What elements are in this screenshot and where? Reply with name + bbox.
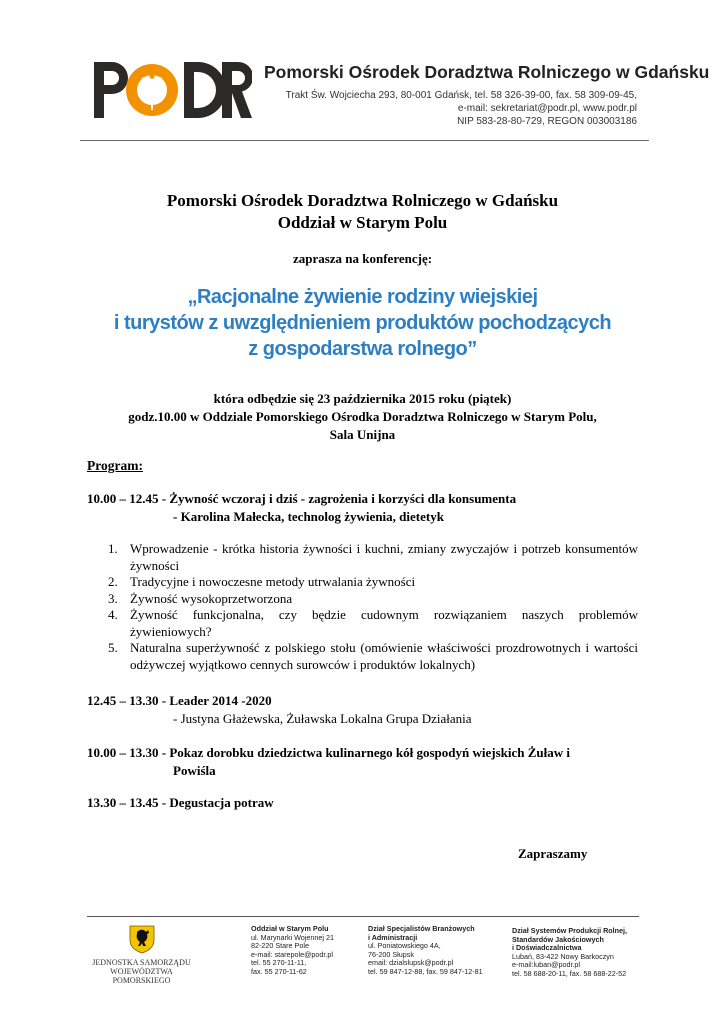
- slot-2-title: 12.45 – 13.30 - Leader 2014 -2020: [87, 693, 272, 708]
- list-item-text: Tradycyjne i nowoczesne metody utrwalania żywności: [130, 574, 416, 589]
- footer-col-1-line: tel. 55 270-11-11,: [251, 958, 307, 968]
- letterhead: [0, 0, 725, 142]
- footer-col-2-title: i Administracji: [368, 932, 418, 942]
- list-item-number: 5.: [108, 640, 118, 655]
- list-item: [108, 541, 638, 574]
- footer-col-1-line: ul. Marynarki Wojennej 21: [251, 932, 334, 942]
- title-line-2: Oddział w Starym Polu: [277, 213, 448, 232]
- title-line-1: Pomorski Ośrodek Doradztwa Rolniczego w Gdańsku: [166, 191, 559, 210]
- footer-col-2-line: 76-200 Słupsk: [368, 949, 414, 959]
- footer-col-1-line: e-mail: starepole@podr.pl: [251, 949, 334, 959]
- footer-col-3-title: i Doświadczalnictwa: [512, 943, 582, 953]
- program-label: Program:: [87, 458, 143, 473]
- footer-divider: [87, 916, 639, 917]
- conference-title-line-2: i turystów z uwzględnieniem produktów pochodzących: [113, 312, 612, 334]
- program-slot-4: 13.30 – 13.45 - Degustacja potraw: [87, 795, 274, 810]
- griffin-emblem-graphic: [128, 924, 156, 954]
- list-item: [108, 574, 638, 591]
- event-details: [0, 390, 725, 444]
- footer-col-2-title: Dział Specjalistów Branżowych: [368, 924, 475, 933]
- pomorskie-emblem-icon: [128, 924, 156, 954]
- emblem-caption: [84, 958, 199, 985]
- list-item: [108, 591, 638, 608]
- header-divider: [80, 140, 649, 141]
- footer-col-3-title: Dział Systemów Produkcji Rolnej,: [512, 926, 628, 935]
- footer-col-2-line: ul. Poniatowskiego 4A,: [368, 941, 441, 951]
- closing-text: Zapraszamy: [518, 846, 588, 861]
- list-item-text: Żywność funkcjonalna, czy będzie cudownym rozwiązaniem naszych problemów żywieniowych?: [130, 607, 638, 639]
- list-item-number: 4.: [108, 607, 118, 622]
- podr-logo: [92, 60, 252, 120]
- list-item-text: Wprowadzenie - krótka historia żywności i kuchni, zmiany zwyczajów i potrzeb konsumentów żywności: [130, 541, 638, 573]
- footer-col-stare-pole: [251, 925, 334, 977]
- footer-col-1-line: 82-220 Stare Pole: [251, 941, 309, 951]
- invite-text: zaprasza na konferencję:: [292, 251, 433, 266]
- list-item-number: 2.: [108, 574, 118, 589]
- list-item: [108, 607, 638, 640]
- header-email-line: e-mail: sekretariat@podr.pl, www.podr.pl: [457, 103, 637, 114]
- footer-col-3-line: e-mail:luban@podr.pl: [512, 960, 581, 970]
- header-address-line: Trakt Św. Wojciecha 293, 80-001 Gdańsk, tel. 58 326-39-00, fax. 58 309-09-45,: [285, 90, 637, 101]
- footer-col-3-line: tel. 58 688-20-11, fax. 58 688-22-52: [512, 968, 627, 978]
- header-contact-info: [286, 89, 637, 128]
- slot-3-title-cont: Powiśla: [173, 763, 216, 778]
- footer-col-1-title: Oddział w Starym Polu: [251, 924, 329, 933]
- list-item-text: Naturalna superżywność z polskiego stołu (omówienie właściwości prozdrowotnych i wartości odżywczej wyjątkowo cennych surowców i produktów lokalnych): [130, 640, 638, 672]
- slot-2-speaker: - Justyna Głażewska, Żuławska Lokalna Grupa Działania: [173, 711, 472, 726]
- footer-col-slupsk: [368, 925, 483, 977]
- footer-col-luban: [512, 927, 627, 979]
- program-slot-2: [87, 692, 472, 728]
- list-item-number: 1.: [108, 541, 118, 556]
- header-org-name: Pomorski Ośrodek Doradztwa Rolniczego w Gdańsku: [264, 62, 710, 82]
- event-room: Sala Unijna: [329, 427, 396, 442]
- list-item-text: Żywność wysokoprzetworzona: [130, 590, 293, 606]
- footer-col-3-line: Lubań, 83-422 Nowy Barkoczyn: [512, 951, 614, 961]
- header-tax-line: NIP 583-28-80-729, REGON 003003186: [457, 116, 637, 127]
- slot-1-speaker: - Karolina Małecka, technolog żywienia, dietetyk: [173, 509, 444, 524]
- list-item-number: 3.: [108, 590, 118, 606]
- footer-col-2-line: tel. 59 847-12-88, fax. 59 847-12-81: [368, 966, 483, 976]
- program-slot-1: [87, 490, 516, 526]
- emblem-caption-line-2: WOJEWÓDZTWA POMORSKIEGO: [110, 967, 173, 985]
- event-date: która odbędzie się 23 października 2015 roku (piątek): [213, 391, 512, 406]
- emblem-caption-line-1: JEDNOSTKA SAMORZĄDU: [92, 958, 191, 967]
- footer-col-3-title: Standardów Jakościowych: [512, 934, 604, 944]
- slot-1-title: 10.00 – 12.45 - Żywność wczoraj i dziś - zagrożenia i korzyści dla konsumenta: [87, 491, 517, 506]
- list-item: [108, 640, 638, 673]
- conference-title-line-1: „Racjonalne żywienie rodziny wiejskiej: [187, 286, 538, 308]
- topic-list: [108, 541, 638, 673]
- event-venue: godz.10.00 w Oddziale Pomorskiego Ośrodka Doradztwa Rolniczego w Starym Polu,: [128, 409, 597, 424]
- footer-col-2-line: email: dzialslupsk@podr.pl: [368, 958, 454, 968]
- conference-title: [0, 284, 725, 362]
- footer-col-1-line: fax. 55 270-11-62: [251, 966, 307, 976]
- program-slot-3: [87, 744, 570, 780]
- podr-logo-graphic: [92, 60, 252, 120]
- document-title: [0, 190, 725, 234]
- slot-3-title: 10.00 – 13.30 - Pokaz dorobku dziedzictwa kulinarnego kół gospodyń wiejskich Żuław i: [87, 745, 570, 760]
- conference-title-line-3: z gospodarstwa rolnego”: [248, 338, 477, 360]
